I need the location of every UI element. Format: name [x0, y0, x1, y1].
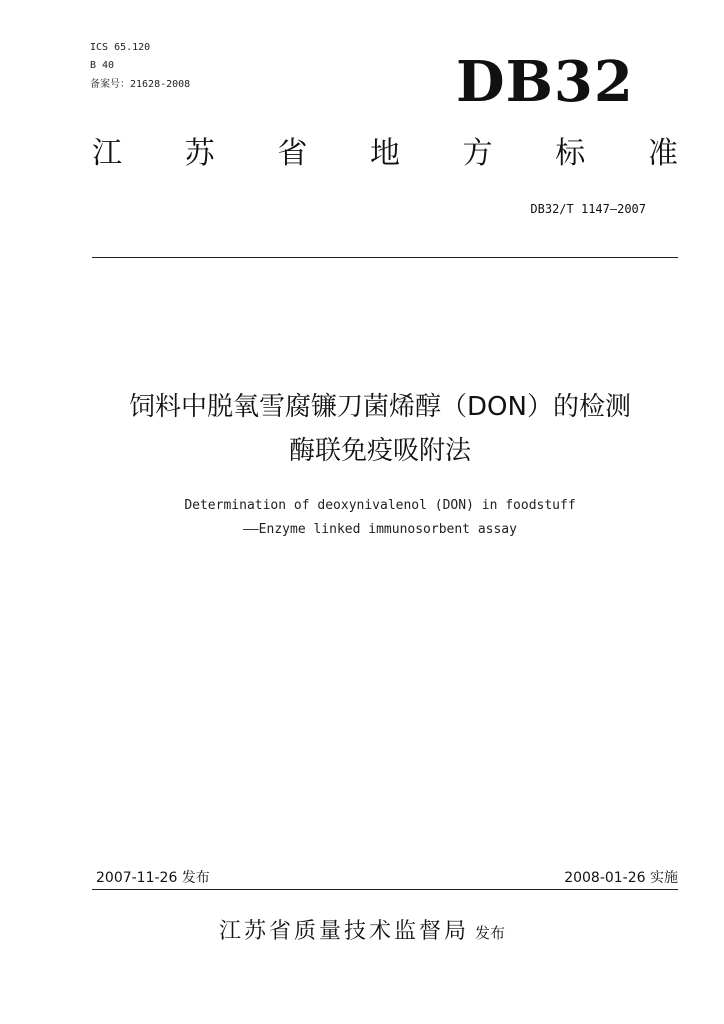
- ics-code: ICS 65.120: [90, 42, 151, 53]
- standard-type-char: 方: [462, 136, 493, 171]
- footer-divider: [92, 889, 678, 890]
- title-en-line1: Determination of deoxynivalenol (DON) in foodstuff: [184, 498, 576, 513]
- classification-code: B 40: [90, 60, 115, 71]
- standard-number: DB32/T 1147—2007: [530, 202, 646, 216]
- standard-type-heading: [92, 134, 678, 174]
- db32-logo: DB32: [456, 49, 634, 115]
- title-zh-line2: 酶联免疫吸附法: [288, 436, 471, 466]
- issue-date: 2007-11-26 发布: [96, 870, 210, 886]
- issuer-suffix: 发布: [475, 924, 506, 942]
- issuer-name: 江苏省质量技术监督局: [218, 919, 469, 944]
- standard-type-char: 苏: [184, 136, 215, 171]
- standard-type-char: 省: [277, 136, 308, 171]
- title-zh-line1: 饲料中脱氧雪腐镰刀菌烯醇（DON）的检测: [129, 392, 631, 422]
- standard-type-char: 标: [555, 136, 586, 171]
- title-en-line2: ——Enzyme linked immunosorbent assay: [243, 522, 517, 537]
- standard-type-char: 准: [647, 136, 678, 171]
- implementation-date: 2008-01-26 实施: [564, 870, 678, 886]
- standard-type-char: 地: [369, 136, 400, 171]
- issuer-line: [0, 914, 724, 945]
- header-divider: [92, 257, 678, 258]
- record-number: 备案号：21628-2008: [90, 79, 191, 90]
- standard-type-char: 江: [92, 136, 122, 171]
